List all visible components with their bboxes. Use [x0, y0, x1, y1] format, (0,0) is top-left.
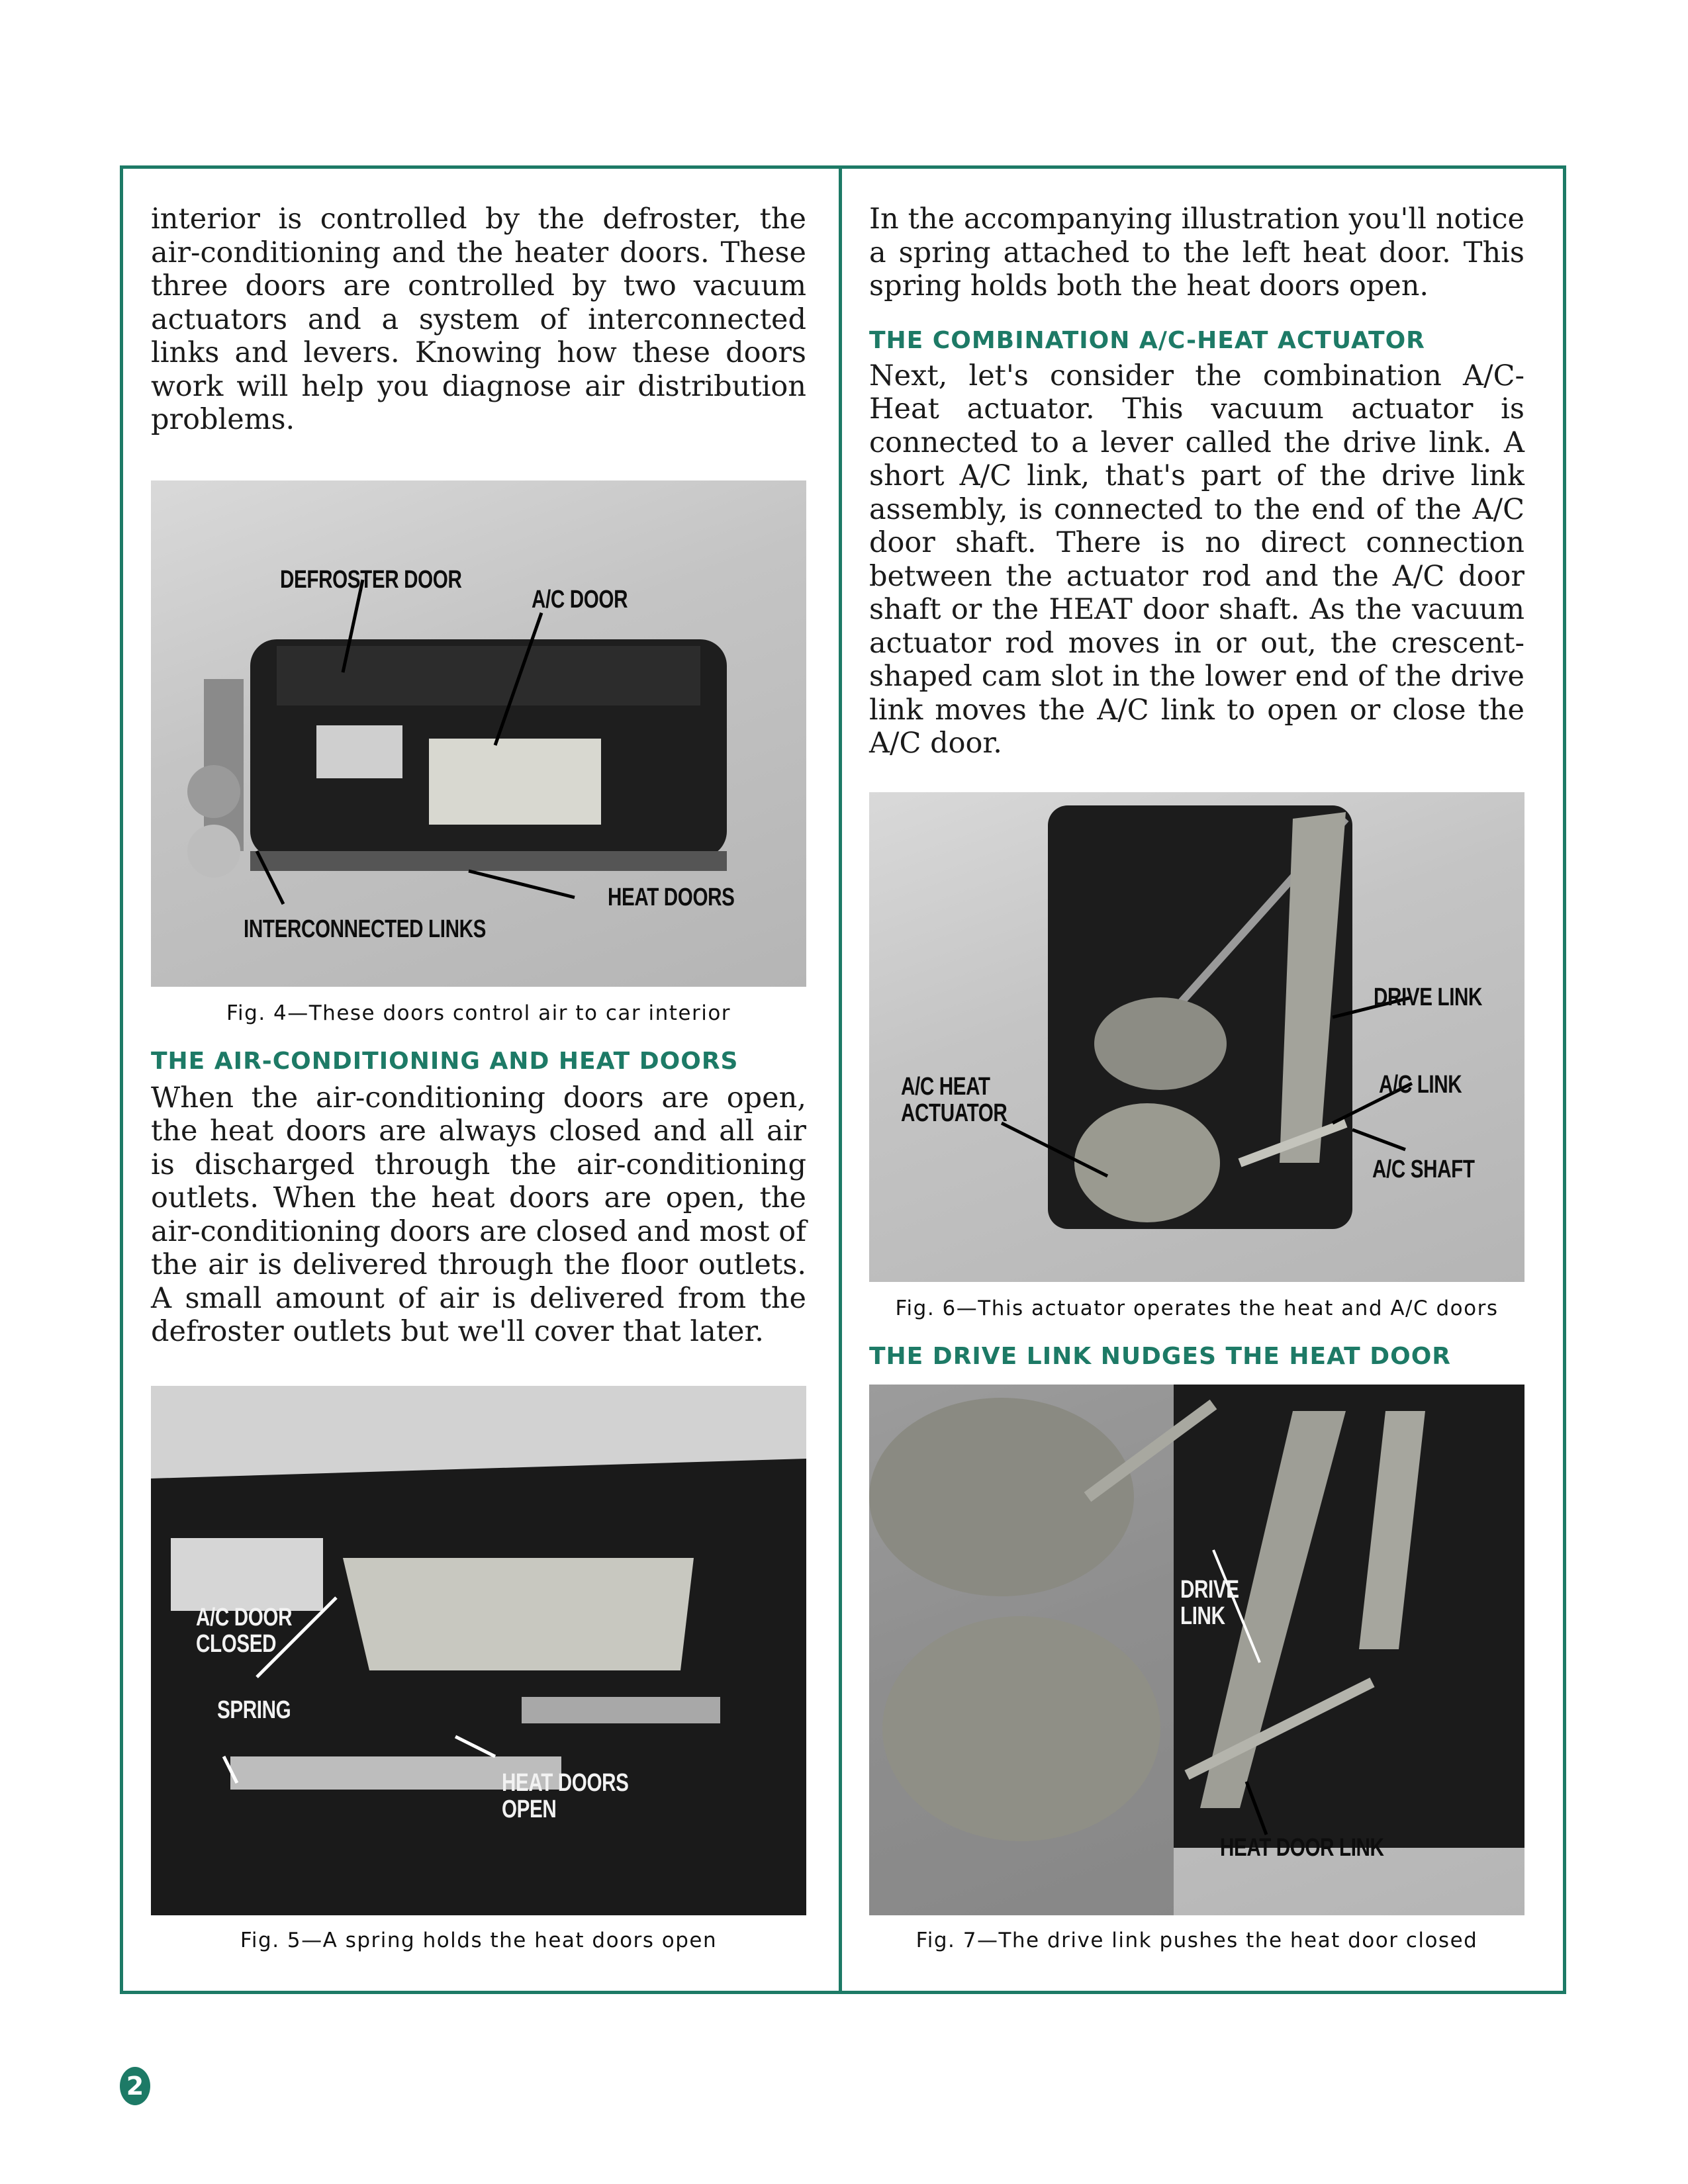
page-number: 2	[120, 2067, 150, 2105]
fig4-label-ac-door: A/C DOOR	[532, 585, 628, 614]
fig4-caption: Fig. 4—These doors control air to car interior	[226, 1001, 731, 1025]
fig5-label-spring: SPRING	[217, 1696, 291, 1724]
intro-paragraph: interior is controlled by the defroster, the air-conditioning and the heater doors. These three doors are controlled by two vacuum actuators and a system of interconnected links and levers. Knowing how these doors work will help you diagnose air distribution problems.	[151, 203, 806, 436]
fig6-label-ac-link: A/C LINK	[1379, 1070, 1462, 1099]
fig6-label-drive-link: DRIVE LINK	[1374, 983, 1483, 1011]
fig6-caption: Fig. 6—This actuator operates the heat and A/C doors	[895, 1296, 1499, 1320]
fig7-illustration	[869, 1385, 1524, 1915]
fig6-label-ac-heat-actuator: A/C HEAT ACTUATOR	[901, 1072, 1008, 1127]
heading-combination-actuator: THE COMBINATION A/C-HEAT ACTUATOR	[869, 326, 1425, 354]
actuator-paragraph: Next, let's consider the combination A/C-Heat actuator. This vacuum actuator is connected to a lever called the drive link. A short A/C link, that's part of the drive link assembly, is connected to the end of the A/C door shaft. There is no direct connection between the actuator rod and the A/C door shaft or the HEAT door shaft. As the vacuum actuator rod moves in or out, the crescent-shaped cam slot in the lower end of the drive link moves the A/C link to open or close the A/C door.	[869, 359, 1524, 760]
fig6-label-ac-shaft: A/C SHAFT	[1372, 1155, 1475, 1183]
fig6-illustration	[869, 792, 1524, 1282]
fig5-caption: Fig. 5—A spring holds the heat doors open	[240, 1928, 718, 1952]
right-column	[869, 203, 1524, 1952]
heading-drive-link: THE DRIVE LINK NUDGES THE HEAT DOOR	[869, 1342, 1452, 1370]
ac-heat-paragraph: When the air-conditioning doors are open, the heat doors are always closed and all air is discharged through the air-conditioning outlets. When the heat doors are open, the air-conditioning doors are closed and most of the air is delivered through the floor outlets. A small amount of air is delivered from the defroster outlets but we'll cover that later.	[151, 1081, 807, 1348]
fig5-label-heat-doors-open: HEAT DOORS OPEN	[502, 1768, 629, 1823]
fig7-photo	[869, 1385, 1524, 1915]
fig7-label-heat-door-link: HEAT DOOR LINK	[1220, 1833, 1384, 1862]
left-column	[151, 203, 806, 1952]
fig4-label-heat-doors: HEAT DOORS	[608, 883, 735, 911]
spring-paragraph: In the accompanying illustration you'll notice a spring attached to the left heat door. This spring holds both the heat doors open.	[869, 203, 1524, 302]
fig7-label-drive-link: DRIVE LINK	[1180, 1575, 1239, 1630]
column-divider	[839, 165, 842, 1994]
fig4-label-interconnected-links: INTERCONNECTED LINKS	[244, 915, 487, 943]
fig4-label-defroster-door: DEFROSTER DOOR	[280, 565, 462, 594]
fig7-caption: Fig. 7—The drive link pushes the heat door closed	[915, 1928, 1478, 1952]
fig5-photo	[151, 1386, 806, 1915]
fig4-photo	[151, 480, 806, 987]
fig6-photo	[869, 792, 1524, 1282]
heading-ac-heat-doors: THE AIR-CONDITIONING AND HEAT DOORS	[151, 1047, 739, 1075]
fig5-label-ac-door-closed: A/C DOOR CLOSED	[196, 1603, 293, 1658]
